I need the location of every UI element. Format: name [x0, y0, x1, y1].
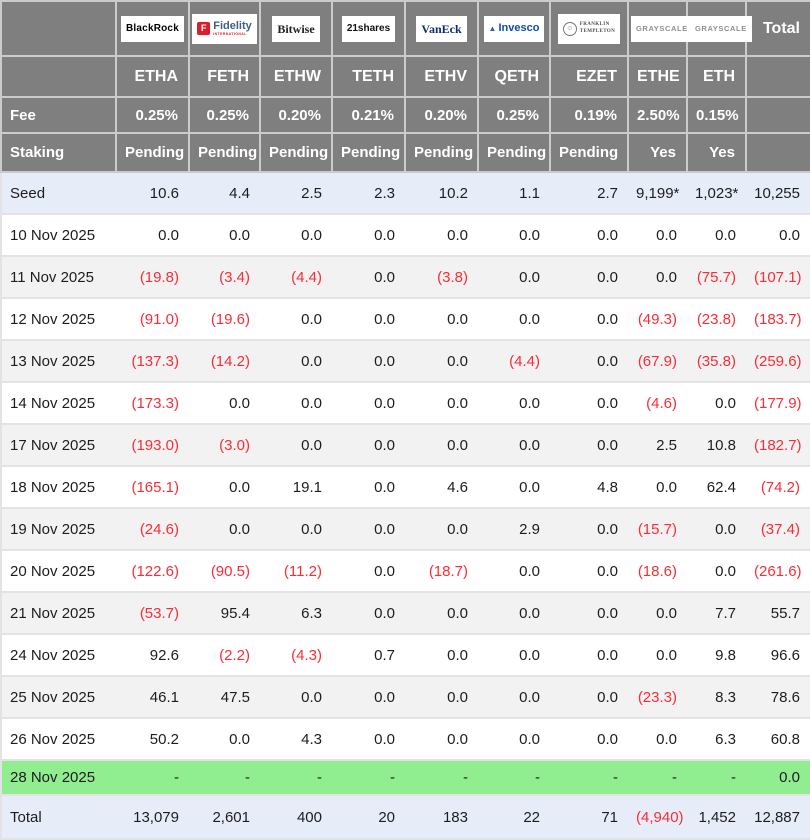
flow-cell: 0.0	[405, 340, 478, 382]
flow-cell: 95.4	[189, 592, 260, 634]
flow-cell: -	[478, 760, 550, 795]
row-total-cell: (37.4)	[746, 508, 810, 550]
row-label: 26 Nov 2025	[1, 718, 116, 760]
flow-cell: 0.0	[628, 592, 687, 634]
staking-ethv: Pending	[405, 133, 478, 172]
row-label: 19 Nov 2025	[1, 508, 116, 550]
table-row	[1, 718, 810, 760]
flow-cell: 0.0	[550, 508, 628, 550]
grayscale-eth-logo-cell	[687, 1, 746, 56]
flow-cell: 0.0	[260, 298, 332, 340]
fidelity-logo: F Fidelity INTERNATIONAL	[192, 14, 257, 44]
row-label: 28 Nov 2025	[1, 760, 116, 795]
corner-cell	[1, 1, 116, 56]
flow-cell: 0.0	[405, 676, 478, 718]
flow-cell: (75.7)	[687, 256, 746, 298]
flow-cell: 13,079	[116, 795, 189, 839]
flow-cell: 2.7	[550, 172, 628, 214]
flow-cell: 0.0	[405, 298, 478, 340]
total-column-header: Total	[746, 1, 810, 56]
flow-cell: 0.0	[260, 340, 332, 382]
ticker-row-label	[1, 56, 116, 97]
flow-cell: 0.0	[260, 382, 332, 424]
flow-cell: 0.0	[405, 214, 478, 256]
flow-cell: (11.2)	[260, 550, 332, 592]
flow-cell: 0.0	[405, 508, 478, 550]
invesco-logo: ▲ Invesco	[484, 16, 545, 42]
flow-cell: 0.0	[405, 634, 478, 676]
flow-cell: 2,601	[189, 795, 260, 839]
flow-cell: (53.7)	[116, 592, 189, 634]
flow-cell: 0.0	[189, 382, 260, 424]
grayscale-logo: GRAYSCALE	[631, 16, 693, 42]
row-label: 10 Nov 2025	[1, 214, 116, 256]
row-label: 14 Nov 2025	[1, 382, 116, 424]
row-total-cell: (182.7)	[746, 424, 810, 466]
flow-cell: 0.0	[478, 256, 550, 298]
row-total-cell: (259.6)	[746, 340, 810, 382]
flow-cell: (3.4)	[189, 256, 260, 298]
flow-cell: 0.0	[550, 340, 628, 382]
staking-qeth: Pending	[478, 133, 550, 172]
ticker-qeth: QETH	[478, 56, 550, 97]
fee-ethw: 0.20%	[260, 97, 332, 133]
flow-cell: (165.1)	[116, 466, 189, 508]
fee-eth: 0.15%	[687, 97, 746, 133]
grayscale-ethe-logo-cell	[628, 1, 687, 56]
flow-cell: 6.3	[260, 592, 332, 634]
row-label: 13 Nov 2025	[1, 340, 116, 382]
flow-cell: 0.0	[478, 676, 550, 718]
table-row	[1, 550, 810, 592]
flow-cell: 0.0	[478, 592, 550, 634]
fee-total-blank	[746, 97, 810, 133]
flow-cell: (19.8)	[116, 256, 189, 298]
franklin-logo-cell	[550, 1, 628, 56]
table-row	[1, 382, 810, 424]
flow-cell: (3.0)	[189, 424, 260, 466]
row-label: 18 Nov 2025	[1, 466, 116, 508]
staking-row	[1, 133, 810, 172]
flow-cell: 1,452	[687, 795, 746, 839]
blackrock-logo: BlackRock	[121, 16, 184, 42]
flow-cell: 0.0	[478, 718, 550, 760]
row-total-cell: (261.6)	[746, 550, 810, 592]
flow-cell: 0.0	[478, 550, 550, 592]
flow-cell: 0.0	[478, 424, 550, 466]
row-label: 21 Nov 2025	[1, 592, 116, 634]
flow-cell: (35.8)	[687, 340, 746, 382]
flow-cell: 0.0	[260, 214, 332, 256]
flow-cell: 0.0	[116, 214, 189, 256]
fee-etha: 0.25%	[116, 97, 189, 133]
fee-ethe: 2.50%	[628, 97, 687, 133]
ticker-ethv: ETHV	[405, 56, 478, 97]
flow-cell: (4.4)	[260, 256, 332, 298]
provider-logo-row	[1, 1, 810, 56]
flow-cell: 0.0	[260, 508, 332, 550]
flow-cell: (67.9)	[628, 340, 687, 382]
row-total-cell: (74.2)	[746, 466, 810, 508]
row-total-cell: 55.7	[746, 592, 810, 634]
franklin-templeton-logo: ☺ FRANKLIN TEMPLETON	[558, 14, 620, 44]
flow-cell: 0.0	[628, 718, 687, 760]
flow-cell: 0.0	[478, 466, 550, 508]
flow-cell: 0.0	[405, 424, 478, 466]
flow-cell: (18.7)	[405, 550, 478, 592]
flow-cell: 6.3	[687, 718, 746, 760]
row-total-cell: 60.8	[746, 718, 810, 760]
fee-feth: 0.25%	[189, 97, 260, 133]
row-label: Seed	[1, 172, 116, 214]
flow-cell: 183	[405, 795, 478, 839]
flows-body	[1, 172, 810, 839]
21shares-logo-cell	[332, 1, 405, 56]
ticker-etha: ETHA	[116, 56, 189, 97]
flow-cell: (137.3)	[116, 340, 189, 382]
row-label: 11 Nov 2025	[1, 256, 116, 298]
flow-cell: 0.0	[189, 214, 260, 256]
vaneck-logo: VanEck	[416, 16, 466, 42]
flow-cell: 1.1	[478, 172, 550, 214]
flow-cell: -	[189, 760, 260, 795]
staking-total-blank	[746, 133, 810, 172]
row-total-cell: 96.6	[746, 634, 810, 676]
flow-cell: 0.0	[332, 298, 405, 340]
fee-qeth: 0.25%	[478, 97, 550, 133]
flow-cell: (23.8)	[687, 298, 746, 340]
flow-cell: (122.6)	[116, 550, 189, 592]
flow-cell: 0.0	[628, 256, 687, 298]
fee-row	[1, 97, 810, 133]
flow-cell: (23.3)	[628, 676, 687, 718]
table-row	[1, 508, 810, 550]
staking-ezet: Pending	[550, 133, 628, 172]
table-row	[1, 214, 810, 256]
flow-cell: 22	[478, 795, 550, 839]
row-total-cell: 0.0	[746, 214, 810, 256]
flow-cell: 0.7	[332, 634, 405, 676]
flow-cell: 0.0	[332, 382, 405, 424]
flow-cell: 4.8	[550, 466, 628, 508]
flow-cell: (24.6)	[116, 508, 189, 550]
flow-cell: (4.4)	[478, 340, 550, 382]
flow-cell: 0.0	[332, 340, 405, 382]
flow-cell: 0.0	[687, 382, 746, 424]
fidelity-f-icon: F	[197, 22, 210, 35]
flow-cell: 0.0	[550, 298, 628, 340]
grayscale-logo: GRAYSCALE	[690, 16, 752, 42]
ticker-feth: FETH	[189, 56, 260, 97]
row-total-cell: 10,255	[746, 172, 810, 214]
flow-cell: (91.0)	[116, 298, 189, 340]
flow-cell: -	[332, 760, 405, 795]
flow-cell: (15.7)	[628, 508, 687, 550]
flow-cell: 0.0	[628, 214, 687, 256]
fee-row-label: Fee	[1, 97, 116, 133]
flow-cell: 0.0	[260, 424, 332, 466]
table-row	[1, 795, 810, 839]
flow-cell: 2.5	[260, 172, 332, 214]
row-total-cell: (183.7)	[746, 298, 810, 340]
flow-cell: 4.6	[405, 466, 478, 508]
flow-cell: 2.5	[628, 424, 687, 466]
flow-cell: 7.7	[687, 592, 746, 634]
table-row	[1, 634, 810, 676]
flow-cell: 0.0	[687, 214, 746, 256]
bitwise-logo-cell	[260, 1, 332, 56]
flow-cell: 0.0	[687, 508, 746, 550]
bitwise-logo: Bitwise	[272, 16, 319, 42]
flow-cell: 20	[332, 795, 405, 839]
row-label: 20 Nov 2025	[1, 550, 116, 592]
flow-cell: 0.0	[332, 214, 405, 256]
fee-ethv: 0.20%	[405, 97, 478, 133]
flow-cell: 0.0	[628, 634, 687, 676]
staking-ethe: Yes	[628, 133, 687, 172]
flow-cell: 0.0	[550, 592, 628, 634]
flow-cell: -	[687, 760, 746, 795]
fee-teth: 0.21%	[332, 97, 405, 133]
flow-cell: (49.3)	[628, 298, 687, 340]
staking-etha: Pending	[116, 133, 189, 172]
row-total-cell: 12,887	[746, 795, 810, 839]
ticker-teth: TETH	[332, 56, 405, 97]
staking-teth: Pending	[332, 133, 405, 172]
flow-cell: 92.6	[116, 634, 189, 676]
fidelity-logo-cell	[189, 1, 260, 56]
flow-cell: -	[405, 760, 478, 795]
flow-cell: 0.0	[332, 424, 405, 466]
flow-cell: (14.2)	[189, 340, 260, 382]
staking-feth: Pending	[189, 133, 260, 172]
flow-cell: -	[550, 760, 628, 795]
flow-cell: 0.0	[332, 256, 405, 298]
row-total-cell: 78.6	[746, 676, 810, 718]
flow-cell: 71	[550, 795, 628, 839]
flow-cell: 0.0	[332, 508, 405, 550]
row-label: Total	[1, 795, 116, 839]
row-total-cell: (107.1)	[746, 256, 810, 298]
flow-cell: 0.0	[550, 550, 628, 592]
flow-cell: (2.2)	[189, 634, 260, 676]
table-header	[1, 1, 810, 172]
flow-cell: 0.0	[189, 718, 260, 760]
table-row	[1, 676, 810, 718]
flow-cell: 0.0	[478, 298, 550, 340]
21shares-logo: 21shares	[342, 16, 395, 42]
flow-cell: (4,940)	[628, 795, 687, 839]
flow-cell: 19.1	[260, 466, 332, 508]
flow-cell: 47.5	[189, 676, 260, 718]
row-label: 17 Nov 2025	[1, 424, 116, 466]
flow-cell: 62.4	[687, 466, 746, 508]
invesco-mark-icon: ▲	[488, 23, 497, 33]
table-row	[1, 760, 810, 795]
table-row	[1, 340, 810, 382]
ticker-total-blank	[746, 56, 810, 97]
flow-cell: 0.0	[332, 592, 405, 634]
invesco-logo-cell	[478, 1, 550, 56]
flow-cell: 0.0	[478, 382, 550, 424]
table-row	[1, 298, 810, 340]
ticker-ethw: ETHW	[260, 56, 332, 97]
row-label: 25 Nov 2025	[1, 676, 116, 718]
table-row	[1, 424, 810, 466]
flow-cell: (3.8)	[405, 256, 478, 298]
flow-cell: 0.0	[550, 256, 628, 298]
flow-cell: 4.4	[189, 172, 260, 214]
fee-ezet: 0.19%	[550, 97, 628, 133]
table-row	[1, 256, 810, 298]
flow-cell: 10.8	[687, 424, 746, 466]
staking-row-label: Staking	[1, 133, 116, 172]
ticker-row	[1, 56, 810, 97]
flow-cell: 9.8	[687, 634, 746, 676]
flow-cell: 0.0	[405, 592, 478, 634]
row-total-cell: 0.0	[746, 760, 810, 795]
flow-cell: 0.0	[189, 508, 260, 550]
flow-cell: (19.6)	[189, 298, 260, 340]
row-label: 24 Nov 2025	[1, 634, 116, 676]
flow-cell: 10.6	[116, 172, 189, 214]
flow-cell: 1,023*	[687, 172, 746, 214]
flow-cell: 0.0	[332, 676, 405, 718]
table-row	[1, 592, 810, 634]
flow-cell: 0.0	[550, 382, 628, 424]
flow-cell: 8.3	[687, 676, 746, 718]
flow-cell: 0.0	[550, 718, 628, 760]
ticker-ethe: ETHE	[628, 56, 687, 97]
flow-cell: 0.0	[332, 550, 405, 592]
flow-cell: 0.0	[628, 466, 687, 508]
flow-cell: -	[116, 760, 189, 795]
flow-cell: 4.3	[260, 718, 332, 760]
flow-cell: 50.2	[116, 718, 189, 760]
flow-cell: (90.5)	[189, 550, 260, 592]
flow-cell: 2.3	[332, 172, 405, 214]
row-label: 12 Nov 2025	[1, 298, 116, 340]
flow-cell: (18.6)	[628, 550, 687, 592]
flow-cell: 0.0	[550, 424, 628, 466]
flow-cell: 10.2	[405, 172, 478, 214]
flow-cell: (4.6)	[628, 382, 687, 424]
ticker-eth: ETH	[687, 56, 746, 97]
franklin-emblem-icon: ☺	[563, 22, 577, 36]
flow-cell: (193.0)	[116, 424, 189, 466]
flow-cell: 0.0	[478, 634, 550, 676]
flow-cell: -	[628, 760, 687, 795]
flow-cell: 0.0	[332, 718, 405, 760]
flow-cell: 0.0	[405, 718, 478, 760]
flow-cell: 0.0	[478, 214, 550, 256]
blackrock-logo-cell	[116, 1, 189, 56]
flow-cell: 46.1	[116, 676, 189, 718]
table-row	[1, 172, 810, 214]
staking-ethw: Pending	[260, 133, 332, 172]
vaneck-logo-cell	[405, 1, 478, 56]
row-total-cell: (177.9)	[746, 382, 810, 424]
flow-cell: 0.0	[405, 382, 478, 424]
flow-cell: 0.0	[550, 676, 628, 718]
flow-cell: 0.0	[332, 466, 405, 508]
flow-cell: 0.0	[550, 214, 628, 256]
flow-cell: 0.0	[189, 466, 260, 508]
staking-eth: Yes	[687, 133, 746, 172]
flow-cell: 400	[260, 795, 332, 839]
flow-cell: (173.3)	[116, 382, 189, 424]
ticker-ezet: EZET	[550, 56, 628, 97]
flow-cell: 0.0	[550, 634, 628, 676]
flow-cell: 0.0	[687, 550, 746, 592]
flow-cell: -	[260, 760, 332, 795]
table-row	[1, 466, 810, 508]
flow-cell: 0.0	[260, 676, 332, 718]
flow-cell: 9,199*	[628, 172, 687, 214]
flow-cell: (4.3)	[260, 634, 332, 676]
flow-cell: 2.9	[478, 508, 550, 550]
